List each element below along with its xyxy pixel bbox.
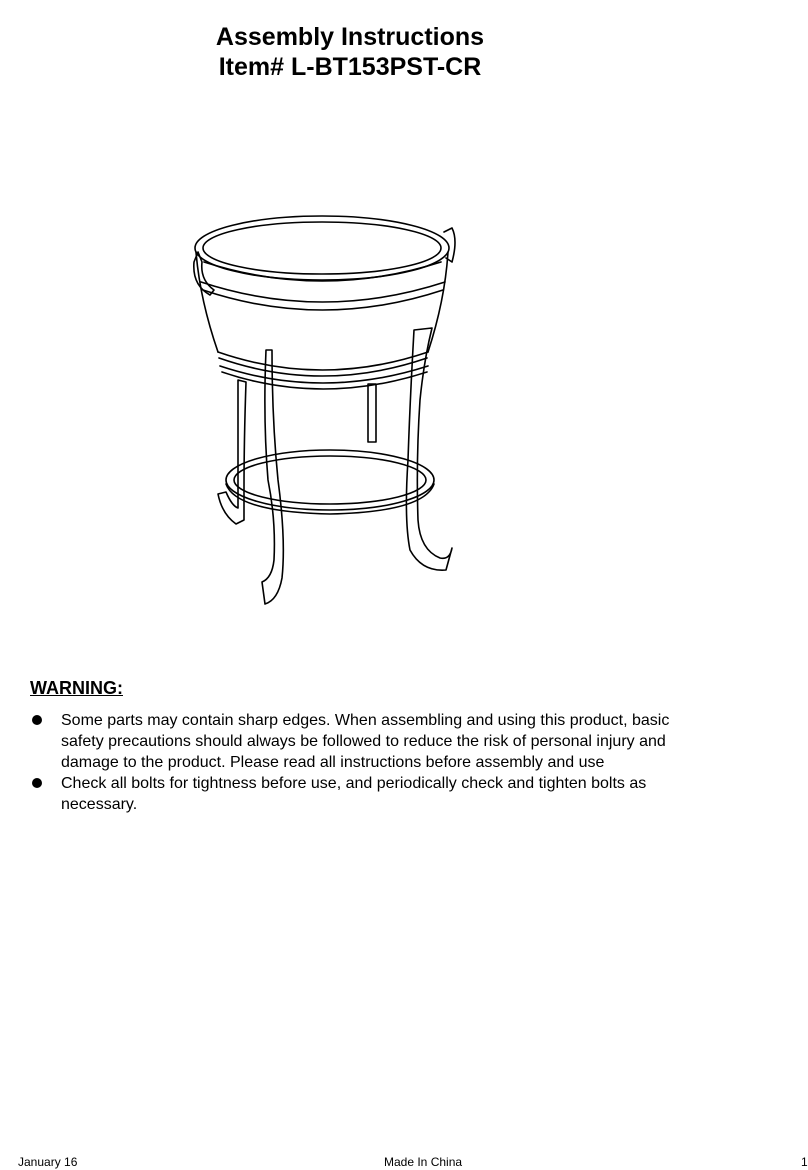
document-title: Assembly Instructions xyxy=(215,23,485,51)
warning-list xyxy=(30,710,670,815)
warning-item-text: Check all bolts for tightness before use, and periodically check and tighten bolts as necessary. xyxy=(61,775,647,813)
item-number: Item# L-BT153PST-CR xyxy=(218,53,482,81)
bullet-icon xyxy=(32,778,42,788)
footer-date: January 16 xyxy=(18,1155,78,1169)
warning-heading: WARNING: xyxy=(30,678,123,698)
bullet-icon xyxy=(32,715,42,725)
ice-bucket-on-stand-icon xyxy=(150,150,510,620)
page-number: 1 xyxy=(801,1155,808,1169)
warning-item xyxy=(30,773,670,815)
document-header xyxy=(150,22,550,82)
footer-origin: Made In China xyxy=(384,1155,463,1169)
warning-item-text: Some parts may contain sharp edges. When assembling and using this product, basic safety precautions should always be followed to reduce the risk of personal injury and damage to the product. Please read all instructions before assembly and use xyxy=(61,712,670,771)
warning-item xyxy=(30,710,670,773)
page-footer xyxy=(0,1155,808,1170)
